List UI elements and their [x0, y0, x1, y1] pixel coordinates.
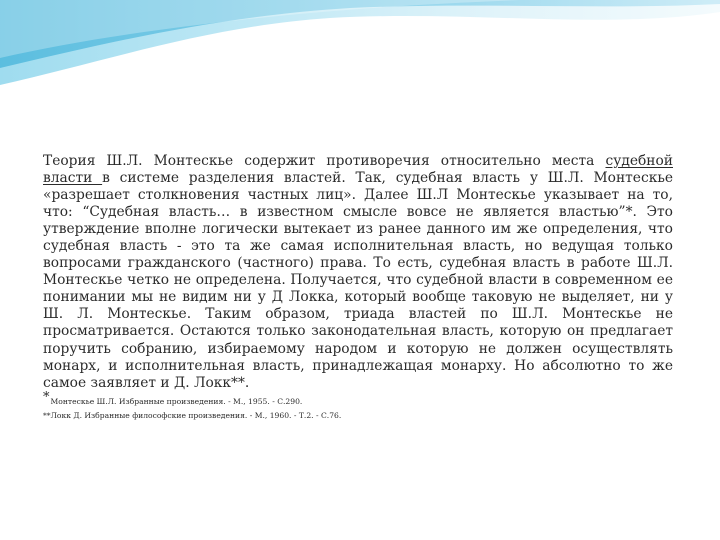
body-text-part-1: Теория Ш.Л. Монтескье содержит противоречия относительно места: [43, 153, 606, 169]
slide-header-decoration: [0, 0, 720, 90]
footnote-1-marker: *: [43, 389, 50, 405]
body-text-part-2: в системе разделения властей. Так, судебная власть у Ш.Л. Монтескье «разрешает столкновения частных лиц». Далее Ш.Л Монтескье указывает на то, что: “Судебная власть… в известном смысле вовсе не является властью”*. Это утверждение вполне логически вытекает из ранее данного им же определения, что судебная власть - это та же самая исполнительная власть, но ведущая только вопросами гражданского (частного) права. То есть, судебная власть в работе Ш.Л. Монтескье четко не определена. Получается, что судебной власти в современном ее понимании мы не видим ни у Д Локка, который вообще таковую не выделяет, ни у Ш. Л. Монтескье. Таким образом, триада властей по Ш.Л. Монтескье не просматривается. Остаются только законодательная власть, которую он предлагает поручить собранию, избираемому народом и которую не должен осуществлять монарх, и исполнительная власть, принадлежащая монарху. Но абсолютно то же самое заявляет и Д. Локк**.: [43, 170, 673, 391]
footnote-1: [43, 389, 673, 408]
slide-content: [43, 153, 673, 422]
footnote-2-text: Локк Д. Избранные философские произведения. - М., 1960. - Т.2. - С.76.: [50, 410, 342, 420]
body-paragraph: [43, 153, 673, 392]
footnote-1-text: Монтескье Ш.Л. Избранные произведения. - М., 1955. - С.290.: [50, 396, 303, 406]
footnote-2: [43, 410, 673, 422]
footnote-2-marker: **: [43, 410, 51, 420]
body-text-underlined: судебной власти: [43, 153, 673, 187]
